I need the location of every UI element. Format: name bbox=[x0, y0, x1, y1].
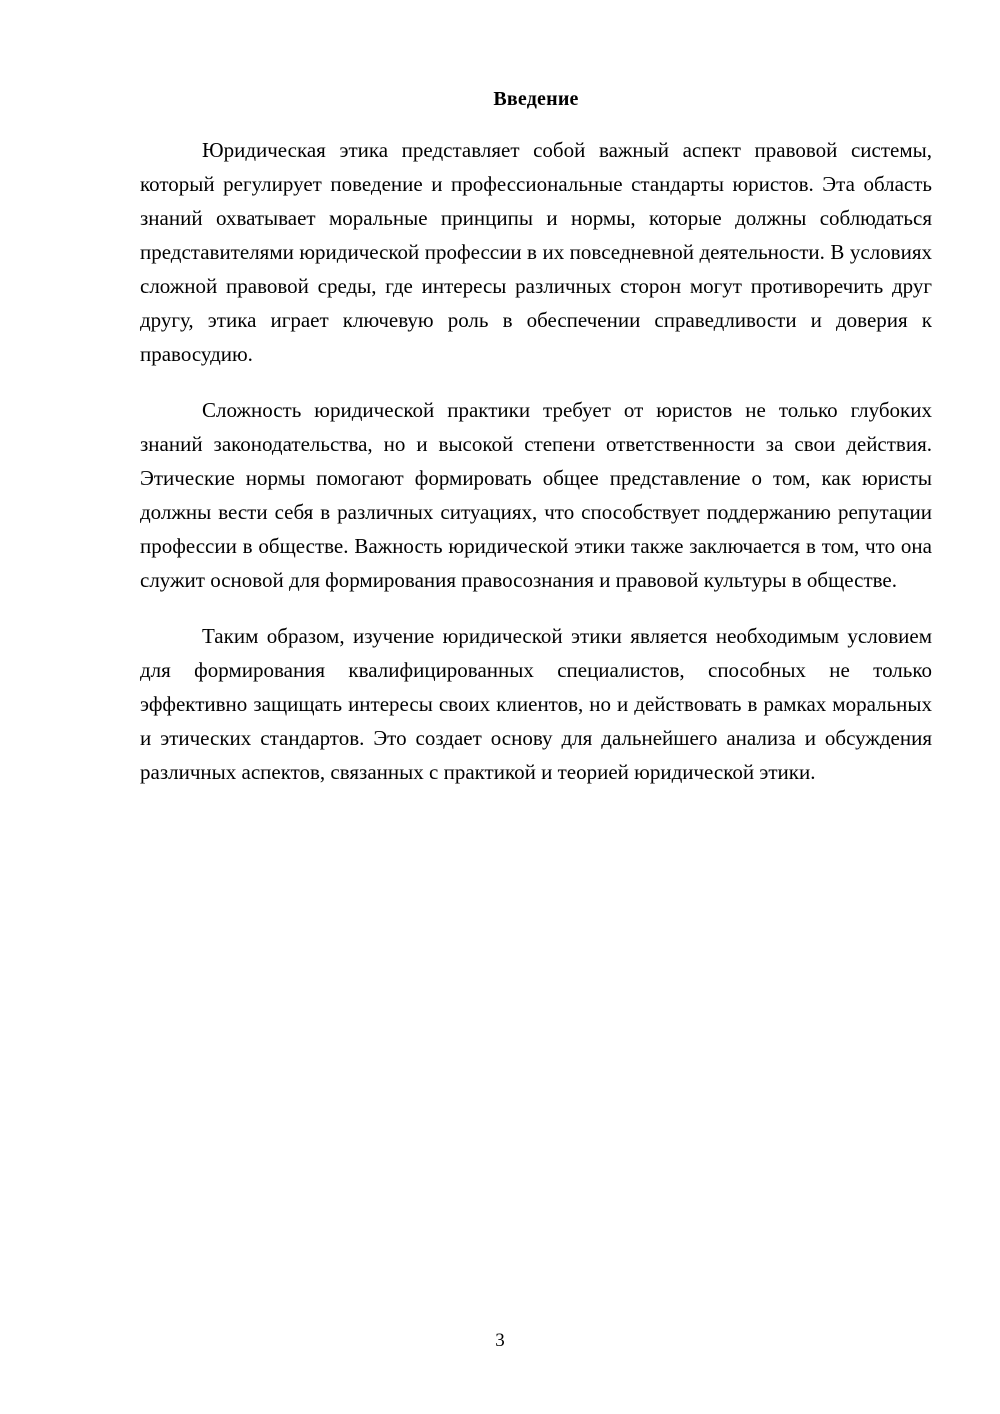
page-number: 3 bbox=[495, 1330, 505, 1351]
page-content bbox=[140, 88, 932, 789]
paragraph-3: Таким образом, изучение юридической этики является необходимым условием для формирования квалифицированных специалистов, способных не только эффективно защищать интересы своих клиентов, но и действовать в рамках моральных и этических стандартов. Это создает основу для дальнейшего анализа и обсуждения различных аспектов, связанных с практикой и теорией юридической этики. bbox=[140, 624, 932, 785]
page-title: Введение bbox=[493, 88, 579, 110]
paragraph-2: Сложность юридической практики требует от юристов не только глубоких знаний законодательства, но и высокой степени ответственности за свои действия. Этические нормы помогают формировать общее представление о том, как юристы должны вести себя в различных ситуациях, что способствует поддержанию репутации профессии в обществе. Важность юридической этики также заключается в том, что она служит основой для формирования правосознания и правовой культуры в обществе. bbox=[140, 398, 932, 593]
paragraph-1: Юридическая этика представляет собой важный аспект правовой системы, который регулирует поведение и профессиональные стандарты юристов. Эта область знаний охватывает моральные принципы и нормы, которые должны соблюдаться представителями юридической профессии в их повседневной деятельности. В условиях сложной правовой среды, где интересы различных сторон могут противоречить друг другу, этика играет ключевую роль в обеспечении справедливости и доверия к правосудию. bbox=[140, 138, 932, 367]
